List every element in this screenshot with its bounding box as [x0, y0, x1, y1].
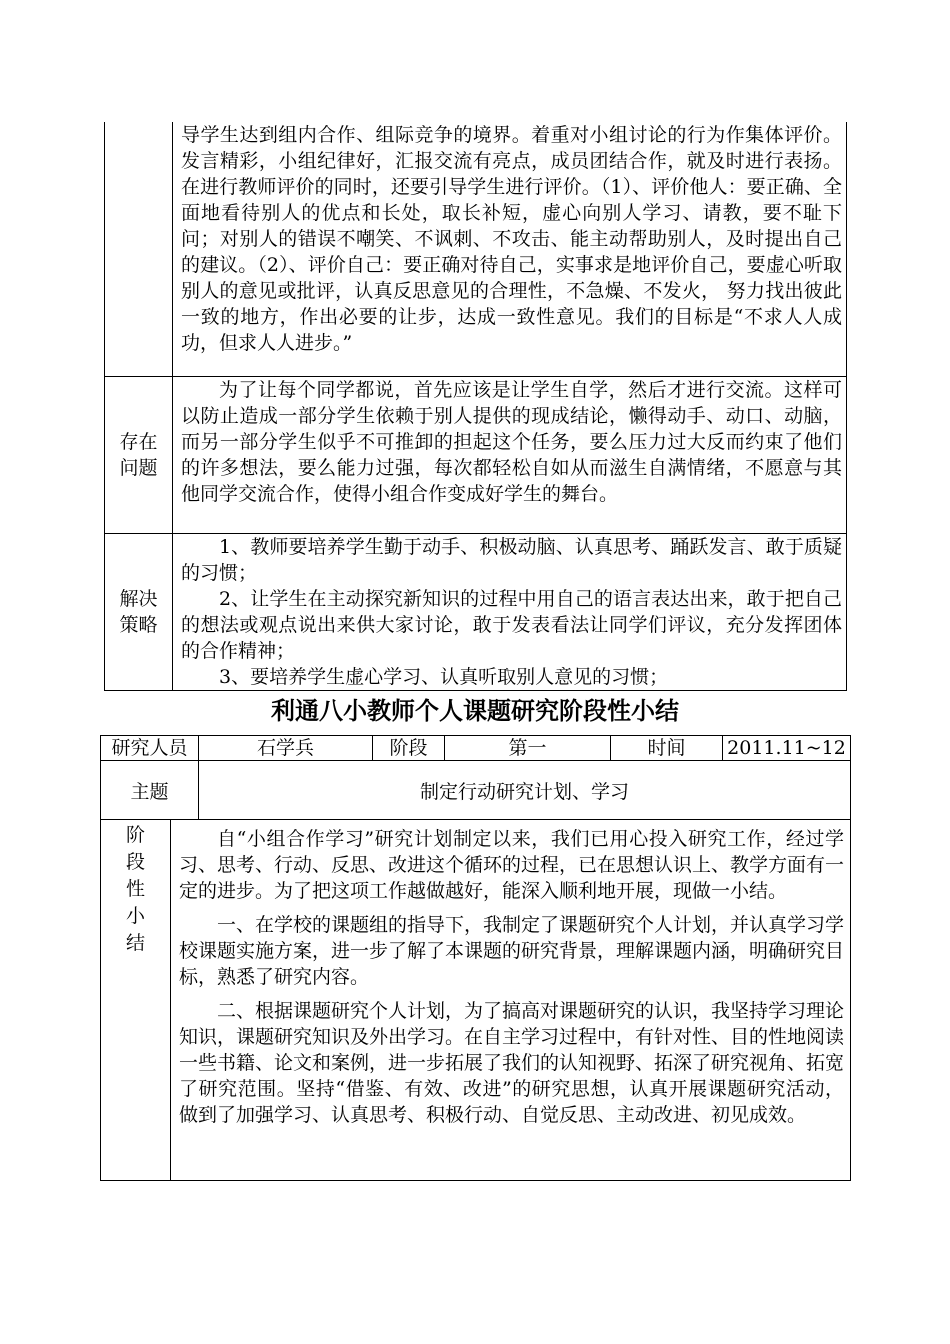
summary-text	[171, 820, 851, 1181]
researcher-value: 石学兵	[199, 736, 373, 761]
problem-text: 为了让每个同学都说，首先应该是让学生自学，然后才进行交流。这样可以防止造成一部分学生依赖于别人提供的现成结论，懒得动手、动口、动脑，而另一部分学生似乎不可推卸的担起这个任务，要么压力过大反而约束了他们的许多想法，要么能力过强，每次都轻松自如从而滋生自满情绪，不愿意与其他同学交流合作，使得小组合作变成好学生的舞台。	[173, 377, 847, 534]
stage-label: 阶段	[373, 736, 445, 761]
problem-label: 存在 问题	[105, 377, 173, 534]
evaluation-label-cell	[105, 122, 173, 377]
strategy-row	[105, 534, 847, 691]
document-title: 利通八小教师个人课题研究阶段性小结	[271, 697, 679, 725]
topic-row	[101, 761, 851, 820]
summary-paragraph: 二、根据课题研究个人计划，为了搞高对课题研究的认识，我坚持学习理论知识，课题研究知识及外出学习。在自主学习过程中，有针对性、目的性地阅读一些书籍、论文和案例，进一步拓展了我们的认知视野、拓深了研究视角、拓宽了研究范围。坚持“借鉴、有效、改进”的研究思想，认真开展课题研究活动，做到了加强学习、认真思考、积极行动、自觉反思、主动改进、初见成效。	[179, 1000, 845, 1126]
strategy-item: 3、要培养学生虚心学习、认真听取别人意见的习惯；	[219, 666, 669, 688]
stage-summary-table	[100, 735, 851, 1181]
strategy-item: 1、教师要培养学生勤于动手、积极动脑、认真思考、踊跃发言、敢于质疑的习惯；	[181, 536, 842, 584]
topic-label: 主题	[101, 761, 199, 820]
strategy-label: 解决 策略	[105, 534, 173, 691]
summary-label: 阶 段 性 小 结	[101, 820, 171, 1181]
evaluation-row	[105, 122, 847, 377]
strategy-text	[173, 534, 847, 691]
time-value: 2011.11~12	[723, 736, 851, 761]
problem-row	[105, 377, 847, 534]
evaluation-text: 导学生达到组内合作、组际竞争的境界。着重对小组讨论的行为作集体评价。发言精彩，小组纪律好，汇报交流有亮点，成员团结合作，就及时进行表扬。在进行教师评价的同时，还要引导学生进行评价。（1）、评价他人：要正确、全面地看待别人的优点和长处，取长补短，虚心向别人学习、请教，要不耻下问；对别人的错误不嘲笑、不讽刺、不攻击、能主动帮助别人，及时提出自己的建议。（2）、评价自己：要正确对待自己，实事求是地评价自己，要虚心听取别人的意见或批评，认真反思意见的合理性，不急燥、不发火， 努力找出彼此一致的地方，作出必要的让步，达成一致性意见。我们的目标是“不求人人成功，但求人人进步。”	[173, 122, 847, 377]
research-continuation-table	[104, 122, 847, 691]
header-row	[101, 736, 851, 761]
summary-paragraph: 一、在学校的课题组的指导下，我制定了课题研究个人计划，并认真学习学校课题实施方案，进一步了解了本课题的研究背景，理解课题内涵，明确研究目标，熟悉了研究内容。	[179, 914, 845, 988]
summary-paragraph: 自“小组合作学习”研究计划制定以来，我们已用心投入研究工作，经过学习、思考、行动、反思、改进这个循环的过程，已在思想认识上、教学方面有一定的进步。为了把这项工作越做越好，能深入顺利地开展，现做一小结。	[179, 828, 845, 902]
topic-value: 制定行动研究计划、学习	[199, 761, 851, 820]
time-label: 时间	[611, 736, 723, 761]
summary-row	[101, 820, 851, 1181]
strategy-item: 2、让学生在主动探究新知识的过程中用自己的语言表达出来，敢于把自己的想法或观点说出来供大家讨论，敢于发表看法让同学们评议，充分发挥团体的合作精神；	[181, 588, 842, 662]
researcher-label: 研究人员	[101, 736, 199, 761]
stage-value: 第一	[445, 736, 611, 761]
